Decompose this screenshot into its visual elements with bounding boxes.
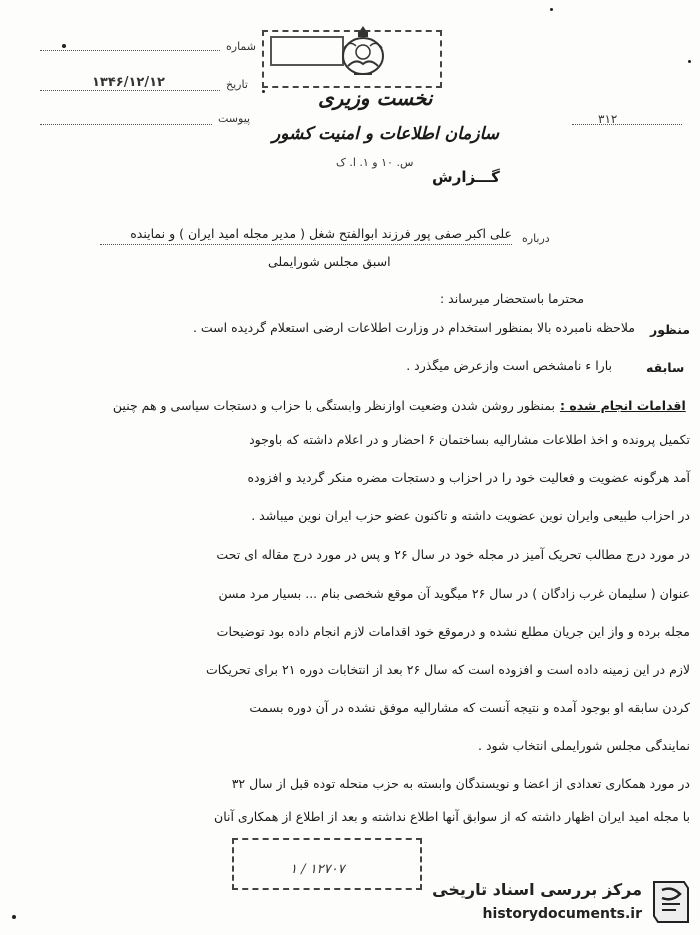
actions-line: عنوان ( سلیمان غرب زادگان ) در سال ۲۶ میگوید آن موقع شخصی بنام ... بسیار مرد مسن bbox=[218, 586, 690, 601]
organization-title: سازمان اطلاعات و امنیت کشور bbox=[272, 124, 500, 144]
section-label-record: سابقه bbox=[646, 360, 685, 375]
date-value: ۱۳۴۶/۱۲/۱۲ bbox=[92, 75, 165, 90]
date-dotted-line bbox=[40, 90, 220, 91]
actions-line: بمنظور روشن شدن وضعیت اوازنظر وابستگی با حزاب و دستجات سیاسی و هم چنین bbox=[112, 398, 555, 413]
scan-speck bbox=[62, 44, 66, 48]
archive-title: مرکز بررسی اسناد تاریخی bbox=[432, 880, 642, 899]
scan-speck bbox=[12, 915, 16, 919]
actions-line: تکمیل پرونده و اخذ اطلاعات مشارالیه بساختمان ۶ احضار و در اعلام داشته که باوجود bbox=[249, 432, 690, 447]
reference-code: س. ۱۰ و ۱. ا. ک bbox=[336, 156, 414, 169]
section-label-purpose: منظور bbox=[650, 322, 691, 337]
actions-line: در مورد همکاری تعدادی از اعضا و نویسندگان وابسته به حزب منحله توده قبل از سال ۳۲ bbox=[231, 776, 690, 791]
attachment-dotted-line bbox=[40, 124, 212, 125]
ministry-title: نخست وزیری bbox=[318, 86, 433, 110]
actions-line: با مجله امید ایران اظهار داشته که از سوابق آنها اطلاع نداشته و بعد از اطلاع از همکاری آنان bbox=[214, 809, 690, 824]
actions-label: اقدامات انجام شده : bbox=[560, 398, 686, 413]
scan-speck bbox=[688, 60, 691, 63]
report-title: گـــزارش bbox=[432, 168, 500, 186]
lion-sun-emblem-icon bbox=[336, 22, 390, 82]
section-text-record: بارا ء نامشخص است وازعرض میگذرد . bbox=[406, 358, 612, 373]
section-text-purpose: ملاحظه نامبرده بالا بمنظور استخدام در وزارت اطلاعات ارضی استعلام گردیده است . bbox=[192, 320, 635, 335]
actions-line: نمایندگی مجلس شورایملی انتخاب شود . bbox=[478, 738, 690, 753]
archive-watermark bbox=[432, 872, 696, 932]
actions-line: مجله برده و واز این جریان مطلع نشده و درموقع خود اقدامات لازم انجام داده بود توضیحات bbox=[216, 624, 690, 639]
number-dotted-line bbox=[40, 50, 220, 51]
attachment-label: پیوست bbox=[218, 112, 251, 125]
subject-underline bbox=[100, 244, 512, 245]
bottom-stamp-number: ۱۲۷۰۷ / ۱ bbox=[290, 862, 345, 877]
archive-url[interactable]: historydocuments.ir bbox=[482, 906, 642, 922]
number-label: شماره bbox=[226, 40, 257, 53]
archive-book-icon bbox=[648, 876, 692, 928]
date-label: تاریخ bbox=[226, 78, 248, 91]
subject-line-1: علی اکبر صفی پور فرزند ابوالفتح شغل ( مدیر مجله امید ایران ) و نماینده bbox=[130, 226, 512, 241]
actions-line: در مورد درج مطالب تحریک آمیز در مجله خود در سال ۲۶ و پس در مورد درج مقاله ای تحت bbox=[216, 547, 690, 562]
actions-line: آمد هرگونه عضویت و فعالیت خود را در احزاب و دستجات مضره منکر گردید و افزوده bbox=[247, 470, 690, 485]
scan-speck bbox=[262, 90, 265, 93]
scan-speck bbox=[550, 8, 553, 11]
actions-line: لازم در این زمینه داده است و افزوده است که سال ۲۶ بعد از انتخابات دوره ۲۱ برای تحریکات bbox=[206, 662, 690, 677]
right-reference-line bbox=[572, 124, 682, 125]
right-reference: ۳۱۲ bbox=[598, 112, 618, 126]
subject-label: درباره bbox=[522, 232, 550, 245]
actions-line: کردن سابقه او بوجود آمده و نتیجه آنست که مشارالیه موفق نشده در آن دوره بسمت bbox=[249, 700, 690, 715]
greeting: محترما باستحضار میرساند : bbox=[440, 291, 585, 306]
top-stamp-inner bbox=[270, 36, 344, 66]
subject-line-2: اسبق مجلس شورایملی bbox=[268, 254, 391, 269]
actions-line: در احزاب طبیعی وایران نوین عضویت داشته و تاکنون عضو حزب ایران نوین میباشد . bbox=[251, 508, 690, 523]
